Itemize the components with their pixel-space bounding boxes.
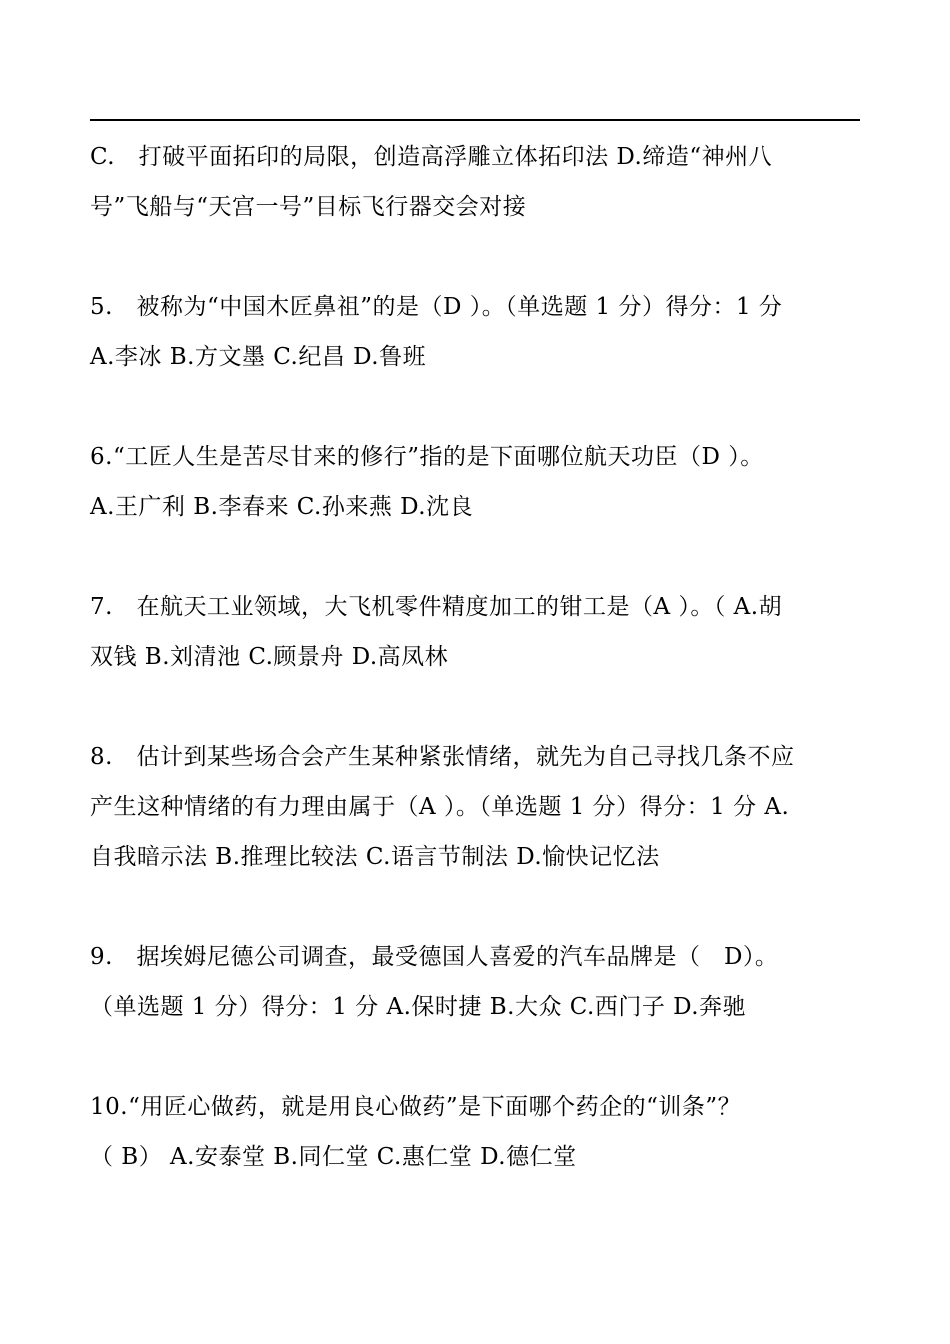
answer-options: A.王广利 B.李春来 C.孙来燕 D.沈良 — [90, 494, 474, 520]
answer-options: 自我暗示法 B.推理比较法 C.语言节制法 D.愉快记忆法 — [90, 844, 660, 870]
question-text: 产生这种情绪的有力理由属于（A ）。（单选题 1 分）得分：1 分 A. — [90, 794, 790, 820]
answer-options: 双钱 B.刘清池 C.顾景舟 D.高凤林 — [90, 644, 449, 670]
question-9 — [90, 932, 865, 1032]
question-6 — [90, 432, 865, 532]
answer-options: （单选题 1 分）得分：1 分 A.保时捷 B.大众 C.西门子 D.奔驰 — [90, 994, 747, 1020]
question-text: 5. 被称为“中国木匠鼻祖”的是（D ）。（单选题 1 分）得分：1 分 — [90, 294, 783, 320]
question-text: 7. 在航天工业领域，大飞机零件精度加工的钳工是（A ）。（ A.胡 — [90, 594, 783, 620]
text-line: 号”飞船与“天宫一号”目标飞行器交会对接 — [90, 194, 527, 220]
question-8 — [90, 732, 865, 882]
document-content — [90, 132, 865, 1232]
question-text: 10.“用匠心做药，就是用良心做药”是下面哪个药企的“训条”？ — [90, 1094, 742, 1120]
text-line: C. 打破平面拓印的局限，创造高浮雕立体拓印法 D.缔造“神州八 — [90, 144, 773, 170]
question-text: 6.“工匠人生是苦尽甘来的修行”指的是下面哪位航天功臣（D ）。 — [90, 444, 764, 470]
header-rule — [90, 119, 860, 121]
question-7 — [90, 582, 865, 682]
answer-options: A.李冰 B.方文墨 C.纪昌 D.鲁班 — [90, 344, 427, 370]
question-5 — [90, 282, 865, 382]
question-text: 9. 据埃姆尼德公司调查，最受德国人喜爱的汽车品牌是（ D）。 — [90, 944, 779, 970]
question-text: 8. 估计到某些场合会产生某种紧张情绪，就先为自己寻找几条不应 — [90, 744, 795, 770]
question-10 — [90, 1082, 865, 1182]
question-4-continued — [90, 132, 865, 232]
answer-options: （ B） A.安泰堂 B.同仁堂 C.惠仁堂 D.德仁堂 — [90, 1144, 577, 1170]
